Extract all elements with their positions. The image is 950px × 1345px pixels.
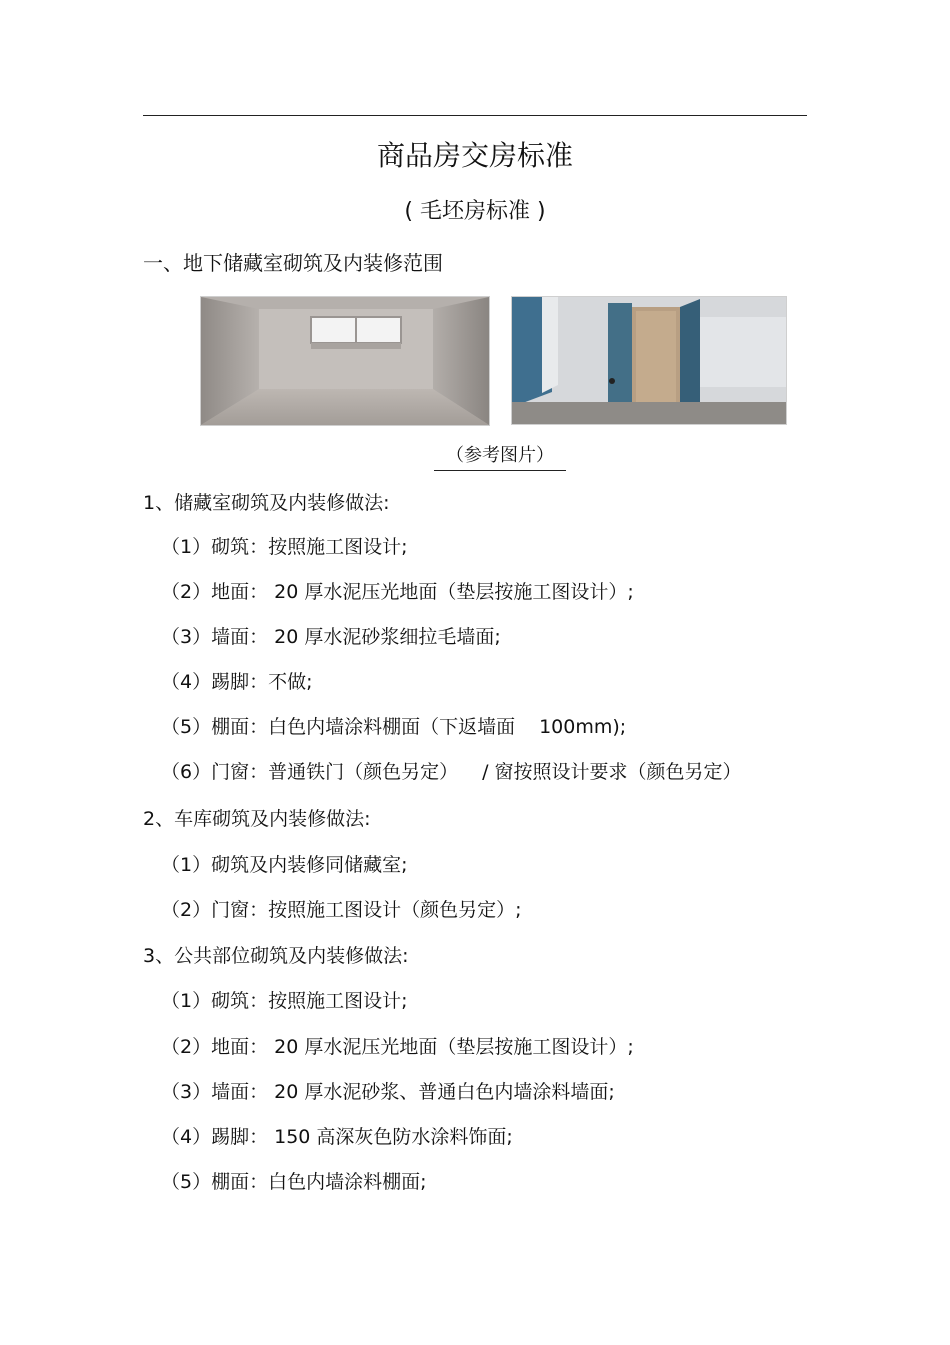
item1-line: （1）砌筑：按照施工图设计; xyxy=(161,536,408,558)
item2-line: （1）砌筑及内装修同储藏室; xyxy=(161,854,408,876)
item1-line: （3）墙面： 20 厚水泥砂浆细拉毛墙面; xyxy=(161,626,501,648)
photo-icon xyxy=(201,297,489,425)
item1-heading: 1、储藏室砌筑及内装修做法: xyxy=(143,492,390,514)
item1-line5-text: （5）棚面：白色内墙涂料棚面（下返墙面 xyxy=(161,716,516,738)
item2-heading: 2、车库砌筑及内装修做法: xyxy=(143,808,371,830)
item1-line: （4）踢脚：不做; xyxy=(161,671,313,693)
item3-line: （2）地面： 20 厚水泥压光地面（垫层按施工图设计）; xyxy=(161,1036,634,1058)
iron-door-photo xyxy=(511,296,787,425)
item3-line: （3）墙面： 20 厚水泥砂浆、普通白色内墙涂料墙面; xyxy=(161,1081,615,1103)
page-title: 商品房交房标准 xyxy=(376,139,573,172)
item3-line: （1）砌筑：按照施工图设计; xyxy=(161,990,408,1012)
item1-line xyxy=(161,758,742,786)
item3-line: （4）踢脚： 150 高深灰色防水涂料饰面; xyxy=(161,1126,513,1148)
figure-caption: （参考图片） xyxy=(434,443,566,471)
section-heading: 一、地下储藏室砌筑及内装修范围 xyxy=(143,251,443,275)
storage-room-photo xyxy=(200,296,490,426)
item1-line5-tail: 100mm); xyxy=(539,716,627,738)
item1-line6-tail: / 窗按照设计要求（颜色另定） xyxy=(482,761,742,783)
item3-heading: 3、公共部位砌筑及内装修做法: xyxy=(143,945,409,967)
item2-line: （2）门窗：按照施工图设计（颜色另定）; xyxy=(161,899,522,921)
page-subtitle: ( 毛坯房标准 ) xyxy=(404,199,546,224)
item1-line6-text: （6）门窗：普通铁门（颜色另定） xyxy=(161,761,459,783)
header-rule xyxy=(143,115,807,116)
item1-line: （2）地面： 20 厚水泥压光地面（垫层按施工图设计）; xyxy=(161,581,634,603)
door-icon xyxy=(512,297,786,424)
item3-line: （5）棚面：白色内墙涂料棚面; xyxy=(161,1171,427,1193)
item1-line xyxy=(161,713,626,741)
